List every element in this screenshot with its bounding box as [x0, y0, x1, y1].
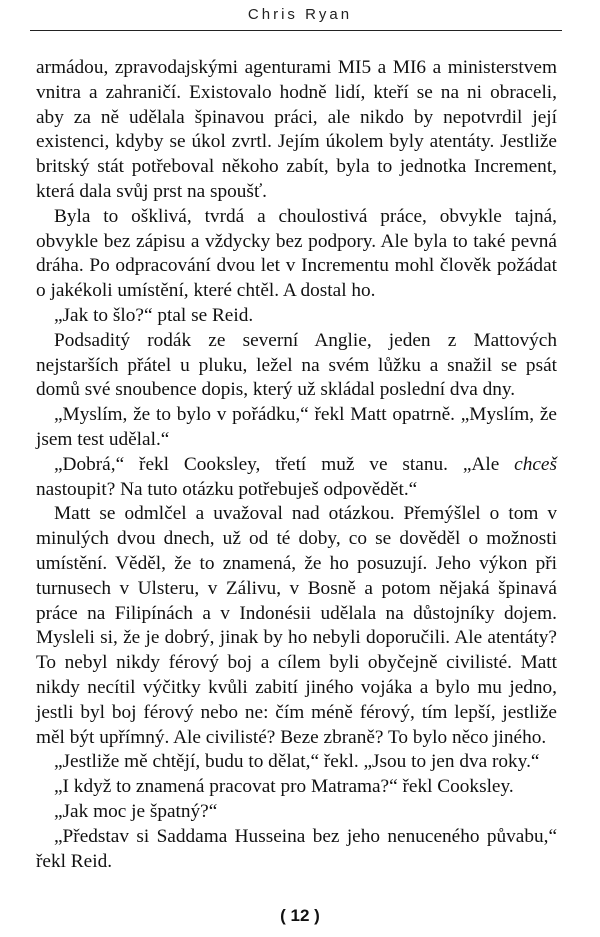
- paragraph: armádou, zpravodajskými agenturami MI5 a MI6 a ministerstvem vnitra a zahraničí. Existovalo hodně lidí, kteří se na ni obraceli, aby za ně udělala špinavou práci, ale nikdo by nepotvrdil její existenci, kdyby se úkol zvrtl. Jejím úkolem byly atentáty. Jestliže britský stát potřeboval někoho zabít, byla to jednotka Increment, která dala svůj prst na spoušť.: [36, 57, 557, 202]
- paragraph: Podsaditý rodák ze severní Anglie, jeden z Mattových nejstarších přátel u pluku, ležel na svém lůžku a snažil se psát domů své snoubence dopis, který už skládal poslední dva dny.: [36, 329, 557, 401]
- body-text: [36, 56, 557, 874]
- paragraph: „Dobrá,“ řekl Cooksley, třetí muž ve stanu. „Ale chceš nastoupit? Na tuto otázku potřebuješ odpovědět.“: [36, 453, 557, 500]
- paragraph: „Myslím, že to bylo v pořádku,“ řekl Matt opatrně. „Myslím, že jsem test udělal.“: [36, 404, 557, 450]
- page-number: ( 12 ): [280, 906, 320, 925]
- paragraph: Matt se odmlčel a uvažoval nad otázkou. Přemýšlel o tom v minulých dvou dnech, už od té doby, co se dověděl o možnosti umístění. Věděl, že to znamená, že ho posuzují. Jeho výkon při turnusech v Ulsteru, v Zálivu, v Bosně a potom nějaká špinavá práce na Filipínách a v Indonésii udělala na důstojníky dojem. Mysleli si, že je dobrý, jinak by ho nebyli doporučili. Ale atentáty? To nebyl nikdy férový boj a cílem byli obyčejně civilisté. Matt nikdy necítil výčitky kvůli zabití jiného vojáka a bylo mu jedno, jestli byl boj férový nebo ne: čím méně férový, tím lepší, jestliže měl být upřímný. Ale civilisté? Beze zbraně? To bylo něco jiného.: [36, 503, 557, 748]
- paragraph: Byla to ošklivá, tvrdá a choulostivá práce, obvykle tajná, obvykle bez zápisu a vždycky bez podpory. Ale byla to také pevná dráha. Po odpracování dvou let v Incrementu mohl člověk požádat o jakékoli umístění, které chtěl. A dostal ho.: [36, 205, 557, 302]
- header-rule: [30, 30, 562, 31]
- paragraph: „Jestliže mě chtějí, budu to dělat,“ řekl. „Jsou to jen dva roky.“: [54, 751, 540, 773]
- paragraph: „Jak moc je špatný?“: [54, 800, 218, 822]
- emphasized-word: chceš: [514, 453, 557, 475]
- paragraph: „Jak to šlo?“ ptal se Reid.: [54, 304, 254, 326]
- running-head-author: Chris Ryan: [247, 6, 353, 23]
- paragraph: „Představ si Saddama Husseina bez jeho nenuceného půvabu,“ řekl Reid.: [36, 825, 557, 872]
- paragraph: „I když to znamená pracovat pro Matrama?“ řekl Cooksley.: [54, 776, 514, 798]
